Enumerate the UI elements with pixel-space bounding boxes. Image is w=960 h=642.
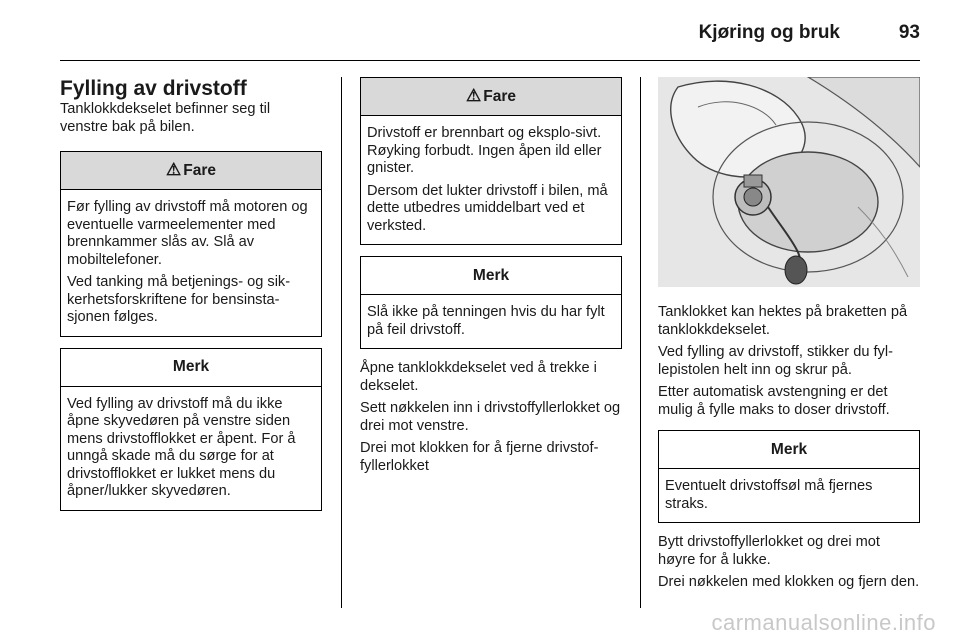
- note-label: Merk: [770, 440, 808, 458]
- section-title: Kjøring og bruk: [698, 22, 840, 43]
- note-box-header: [361, 257, 621, 295]
- note-box-body: [61, 387, 321, 510]
- paragraph: Drivstoff er brennbart og eksplo-sivt. Røyking forbudt. Ingen åpen ild eller gnister.: [367, 125, 602, 176]
- paragraph: Eventuelt drivstoffsøl må fjernes straks.: [665, 478, 873, 512]
- paragraph: Åpne tanklokkdekselet ved å trekke i dekselet.: [360, 360, 597, 394]
- header-rule: [60, 60, 920, 61]
- warning-triangle-icon: ⚠: [166, 159, 182, 179]
- paragraph: Bytt drivstoffyllerlokket og drei mot høyre for å lukke.: [658, 534, 880, 568]
- paragraph: Dersom det lukter drivstoff i bilen, må dette utbedres umiddelbart ved et verksted.: [367, 182, 608, 234]
- warning-triangle-icon: ⚠: [466, 85, 482, 105]
- danger-box-body: [61, 190, 321, 336]
- paragraph: Ved fylling av drivstoff, stikker du fyl-lepistolen helt inn og skrur på.: [658, 344, 893, 378]
- column-1: [60, 77, 322, 511]
- note-box: [658, 430, 920, 523]
- paragraph: Etter automatisk avstengning er det mulig å fylle maks to doser drivstoff.: [658, 384, 890, 418]
- paragraph: Drei mot klokken for å fjerne drivstof-fyllerlokket: [360, 440, 599, 474]
- fuel-cap-drawing: [658, 77, 920, 287]
- note-label: Merk: [172, 358, 210, 376]
- danger-label: Fare: [183, 161, 216, 179]
- note-label: Merk: [472, 266, 510, 284]
- section-heading: Fylling av drivstoff: [60, 77, 247, 100]
- note-box-body: [361, 295, 621, 348]
- danger-box: [360, 77, 622, 245]
- danger-box-body: [361, 116, 621, 244]
- paragraph: Ved fylling av drivstoff må du ikke åpne skyvedøren på venstre siden mens drivstofflokket er åpent. For å unngå skade må du sørge for at drivstofflokket er lukket mens du åpner/lukker skyvedøren.: [67, 395, 296, 499]
- note-box: [60, 348, 322, 511]
- fuel-cap-illustration: [658, 77, 920, 287]
- note-box: [360, 256, 622, 349]
- paragraph: Sett nøkkelen inn i drivstoffyllerlokket og drei mot venstre.: [360, 400, 621, 434]
- page-header: [60, 18, 920, 48]
- column-divider: [640, 77, 641, 608]
- column-2: [360, 77, 622, 480]
- paragraph: Slå ikke på tenningen hvis du har fylt på feil drivstoff.: [367, 304, 605, 338]
- column-3: [658, 77, 920, 597]
- danger-box: [60, 151, 322, 337]
- paragraph: Tanklokkdekselet befinner seg til venstre bak på bilen.: [60, 101, 271, 135]
- paragraph: Ved tanking må betjenings- og sik-kerhetsforskriftene for bensinsta-sjonen følges.: [67, 274, 291, 325]
- note-box-header: [61, 349, 321, 387]
- paragraph: Drei nøkkelen med klokken og fjern den.: [658, 574, 920, 590]
- page-number: 93: [898, 22, 920, 43]
- danger-box-header: [61, 152, 321, 190]
- watermark: carmanualsonline.info: [711, 610, 936, 635]
- note-box-body: [659, 469, 919, 522]
- danger-label: Fare: [483, 87, 516, 105]
- column-divider: [341, 77, 342, 608]
- paragraph: Før fylling av drivstoff må motoren og eventuelle varmeelementer med brennkammer slås av. Slå av mobiltelefoner.: [67, 199, 308, 268]
- danger-box-header: [361, 78, 621, 116]
- paragraph: Tanklokket kan hektes på braketten på tanklokkdekselet.: [658, 304, 908, 338]
- note-box-header: [659, 431, 919, 469]
